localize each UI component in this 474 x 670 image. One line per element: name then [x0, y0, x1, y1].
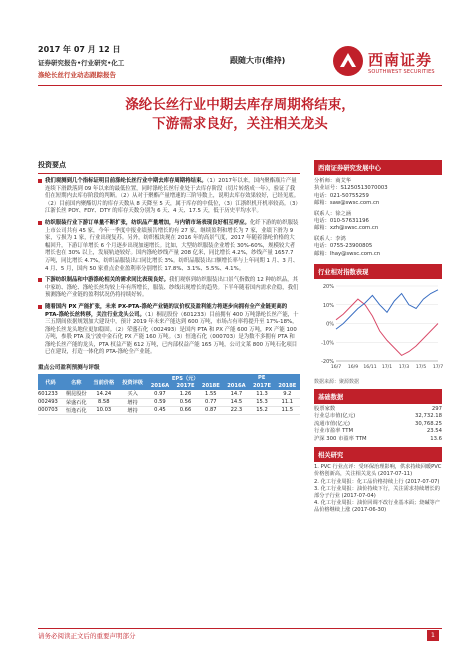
col-header: 2017E	[173, 382, 198, 390]
chart-series-line-2	[336, 290, 438, 329]
basic-value: 30,768.25	[415, 420, 442, 427]
chart-x-tick-label: 17/1	[381, 365, 393, 371]
bullet-icon	[38, 305, 42, 309]
basic-data-row	[314, 436, 442, 443]
point-4-body: （1）桐昆股份（601233）目前拥有 400 万吨涤纶长丝产能，十三五期间依据规划加大建设中，预计 2019 年未来产能达到 600 万吨，市场占有率将提升至 17%-18%，涤纶长丝龙头地位更加稳固。（2）荣盛石化（002493）是国内 PTA 和 PX 产能 600 万吨，PX 产能 100 万吨，参股 PTA 及宁波中金石化 PX 产能 160 万吨。（3）恒逸石化（000703）是为数不多拥有 PTA 和涤纶长丝产能的龙头，PTA 权益产能 612 万吨，已内部权益产能 165 万吨，公司文莱 800 万吨石化项目已在建设，打造一体化的 PTA-涤纶全产业链。	[45, 311, 299, 356]
footer-disclaimer: 请务必阅读正文后的重要声明部分	[38, 632, 136, 640]
table-row	[38, 406, 300, 414]
table-row	[38, 390, 300, 398]
title-line-2: 下游需求良好，关注相关龙头	[152, 116, 328, 132]
table-cell: 14.24	[89, 390, 118, 398]
col-header: 代码	[38, 374, 63, 390]
chart-x-tick-label: 17/3	[398, 365, 410, 371]
table-cell: 002493	[38, 398, 63, 406]
header-left	[38, 44, 228, 79]
table-cell: 14.5	[223, 398, 249, 406]
report-title	[40, 96, 440, 134]
basic-data-row	[314, 428, 442, 435]
summary-point-1	[38, 178, 300, 216]
summary-point-2	[38, 220, 300, 273]
bullet-icon	[38, 179, 42, 183]
col-header: 2016A	[223, 382, 249, 390]
chart-heading: 行业相对指数表现	[314, 264, 442, 279]
relative-index-chart	[314, 281, 442, 377]
logo-text-en: SOUTHWEST SECURITIES	[368, 69, 435, 75]
contact-email: 邮箱：xzh@swsc.com.cn	[314, 225, 379, 232]
point-3-lead: 下游纺织制品和中游涤纶相关的需求同比表现良好。	[45, 277, 169, 284]
logo-mark-icon	[332, 45, 364, 77]
col-header: 当前价格	[89, 374, 118, 390]
report-subcategory: 涤纶长丝行业动态跟踪报告	[38, 71, 116, 79]
chart-y-tick-label: -20%	[321, 359, 334, 366]
table-cell: 601233	[38, 390, 63, 398]
col-header: 名称	[63, 374, 89, 390]
basic-value: 23.54	[426, 428, 442, 435]
related-item[interactable]: 4. 化工行业周报：油价回调不改行业基本面；烧碱等产品价格继续上涨 (2017-06-30)	[314, 500, 440, 514]
col-group-eps: EPS（元）	[147, 374, 223, 382]
related-item[interactable]: 1. PVC 行业点评：受环保治理影响，供求持续回暖PVC 价格创新高，关注相关龙头 (2017-07-11)	[314, 464, 442, 478]
col-header: 2018E	[198, 382, 223, 390]
basic-label: 行业总市值(亿元)	[314, 413, 356, 420]
basic-data-row	[314, 413, 442, 420]
table-cell: 000703	[38, 406, 63, 414]
table-cell: 11.5	[275, 406, 300, 414]
point-1-lead: 我们观测到几个指标证明目前涤纶长丝行业中期去库存周期将结束。	[45, 178, 207, 184]
summary-column	[38, 160, 300, 415]
summary-point-4	[38, 304, 300, 357]
analyst-block-1	[314, 178, 442, 208]
table-cell: 11.3	[249, 390, 274, 398]
chart-x-tick-label: 17/7	[432, 365, 444, 371]
col-header: 投资评级	[118, 374, 147, 390]
table-row	[38, 398, 300, 406]
chart-x-tick-label: 16/9	[347, 365, 359, 371]
chart-svg	[314, 281, 442, 373]
analyst-block-3	[314, 236, 442, 258]
chart-series-line-1	[336, 299, 438, 355]
point-2-body: 化纤下游的纺织服装上市公司共有 45 家，今年一季度中报业绩预告增长的有 27 家，继续盈利和增长为 7 家，业绩下滑为 9 家，亏损为 1 家，行业出现复苏。另外，纺织板块现在 2016 年的高景气度，2017 年随着涤纶价格的大幅回升，下游订单增长 6 个月逐步出现加速增长。比如，大型纺织服装企业增长 30%-60%，规模较大者增长也在 30% 以上，发展轨迹较好。国内涤纶纱线产量 208 亿米，同比增长 4.2%，纱线产量 1657.7 万吨，同比增长 4.7%，纺织品服装出口同比增长 3%。纺织品服装出口额增长率与上年同期 1 月、3 月、4 月、5 月，国内 50 家重点企业盈利率分别增长 17.8%、3.1%、5.5%、4.1%。	[45, 219, 299, 272]
table-cell: 0.77	[198, 398, 223, 406]
page-number: 1	[427, 630, 439, 641]
analyst-license: 执业证号：S1250513070003	[314, 185, 388, 192]
basic-data-list	[314, 406, 442, 443]
table-cell: 0.59	[147, 398, 173, 406]
table-cell: 1.55	[198, 390, 223, 398]
table-cell: 增持	[118, 398, 147, 406]
chart-y-tick-label: -10%	[321, 340, 334, 347]
table-cell: 买入	[118, 390, 147, 398]
table-cell: 10.03	[89, 406, 118, 414]
table-cell: 14.7	[223, 390, 249, 398]
basic-data-heading: 基础数据	[314, 389, 442, 404]
table-cell: 9.2	[275, 390, 300, 398]
basic-value: 13.6	[430, 435, 442, 442]
logo	[332, 45, 452, 81]
title-line-1: 涤纶长丝行业中期去库存周期将结束，	[125, 97, 355, 113]
table-cell: 1.26	[173, 390, 198, 398]
contact-name: 联系人：李鸿	[314, 235, 346, 242]
table-cell: 22.3	[223, 406, 249, 414]
table-cell: 荣盛石化	[63, 398, 89, 406]
table-cell: 15.2	[249, 406, 274, 414]
analyst-block-2	[314, 211, 442, 233]
table-cell: 11.1	[275, 398, 300, 406]
sidebar-column	[314, 160, 442, 515]
chart-y-tick-label: 20%	[322, 284, 334, 291]
related-research-heading: 相关研究	[314, 447, 442, 462]
forecast-table	[38, 374, 300, 415]
contact-phone: 电话：0755-23900805	[314, 243, 373, 250]
col-header: 2017E	[249, 382, 274, 390]
related-research-list	[314, 464, 442, 514]
chart-x-tick-label: 16/7	[330, 365, 342, 371]
summary-point-3	[38, 277, 300, 300]
chart-x-tick-label: 16/11	[363, 365, 377, 371]
point-2-lead: 纺织服装行业下游订单量不断扩张，纺织品产量增加，与内销市场表现良好相互呼应。	[45, 219, 250, 226]
contact-phone: 电话：010-57631196	[314, 218, 369, 225]
chart-x-tick-label: 17/5	[415, 365, 427, 371]
basic-label: 股票家数	[314, 406, 336, 413]
analysts-heading: 西南证券研究发展中心	[314, 160, 442, 175]
table-cell: 0.56	[173, 398, 198, 406]
table-cell: 0.45	[147, 406, 173, 414]
point-4-lead: 随着国内 PX 产能扩张，未来 PX-PTA-涤纶产业链的议价权及盈利能力将逐步向拥有全产业链更高的 PTA-涤纶长丝转移，关注行业龙头公司。	[45, 303, 288, 318]
table-cell: 0.66	[173, 406, 198, 414]
table-cell: 恒逸石化	[63, 406, 89, 414]
footer-divider	[38, 628, 442, 629]
report-category: 证券研究报告•行业研究•化工	[38, 59, 125, 67]
report-date: 2017 年 07 月 12 日	[38, 45, 121, 54]
header-divider	[38, 85, 442, 86]
contact-name: 联系人：徐之涵	[314, 210, 352, 217]
table-cell: 15.3	[249, 398, 274, 406]
point-1-body: （1）2017年以来，国内聚酯瓶片产量连续下滑跌落到 09 年以来的最低位置，同时涤纶长丝行业处于去库存阶段（切片转熔成一年），验证了我们在短期内去库存阶段的判断。（2）从对于聚酯产量增速的三阶导数上，说明去库存效果较好，已经见底。（2）目前国内聚酯切片的库存天数从 8 天降至 5 天，属于库存的中低位，（3）江浙织机开机率较高。（3）江浙长丝 POY、FDY、DTY 的库存天数分别为 6 天、4 天、17.5 天，低于历史平均水平。	[45, 178, 300, 215]
analyst-phone: 电话：021-50755259	[314, 192, 369, 199]
analyst-name: 分析师：商艾华	[314, 178, 352, 184]
forecast-table-title: 重点公司盈利预测与评级	[38, 365, 100, 372]
basic-value: 32,732.18	[415, 413, 442, 420]
basic-label: 行业市盈率 TTM	[314, 428, 354, 435]
table-header-row	[38, 374, 300, 382]
table-cell: 桐昆股份	[63, 390, 89, 398]
table-cell: 0.87	[198, 406, 223, 414]
logo-text: 西南证券	[368, 51, 433, 69]
bullet-icon	[38, 221, 42, 225]
industry-rating: 跟随大市(维持)	[230, 56, 286, 65]
chart-source: 数据来源：聚源数据	[314, 379, 360, 386]
basic-value: 297	[431, 406, 442, 413]
col-header: 2018E	[275, 382, 300, 390]
related-item[interactable]: 3. 化工行业周报：油价持续下行，关注需求持续增长的部分子行业 (2017-07-04)	[314, 485, 440, 499]
table-cell: 0.97	[147, 390, 173, 398]
chart-y-tick-label: 0%	[326, 321, 334, 328]
analyst-email: 邮箱：saw@swsc.com.cn	[314, 200, 380, 207]
point-3-body: 我们观察到纺织服装出口景气指数的 12 种纺织品，其中家纺、涤纶、涤纶长丝均较上年有所增长，服装、纱线出现增长的趋势。下半年随着国内需求企稳，我们预测涤纶产业链的盈利状况仍将持续好转。	[45, 277, 299, 299]
table-cell: 8.58	[89, 398, 118, 406]
bullet-icon	[38, 278, 42, 282]
col-header: 2016A	[147, 382, 173, 390]
summary-heading: 投资要点	[38, 160, 300, 174]
chart-y-tick-label: 10%	[322, 302, 334, 309]
related-item[interactable]: 2. 化工行业周报：化工品价格持续上行 (2017-07-07)	[314, 478, 440, 485]
basic-label: 沪深 300 市盈率 TTM	[314, 435, 367, 442]
table-cell: 增持	[118, 406, 147, 414]
basic-label: 流通市值(亿元)	[314, 420, 350, 427]
contact-email: 邮箱：lhay@swsc.com.cn	[314, 250, 381, 257]
col-group-pe: PE	[223, 374, 300, 382]
